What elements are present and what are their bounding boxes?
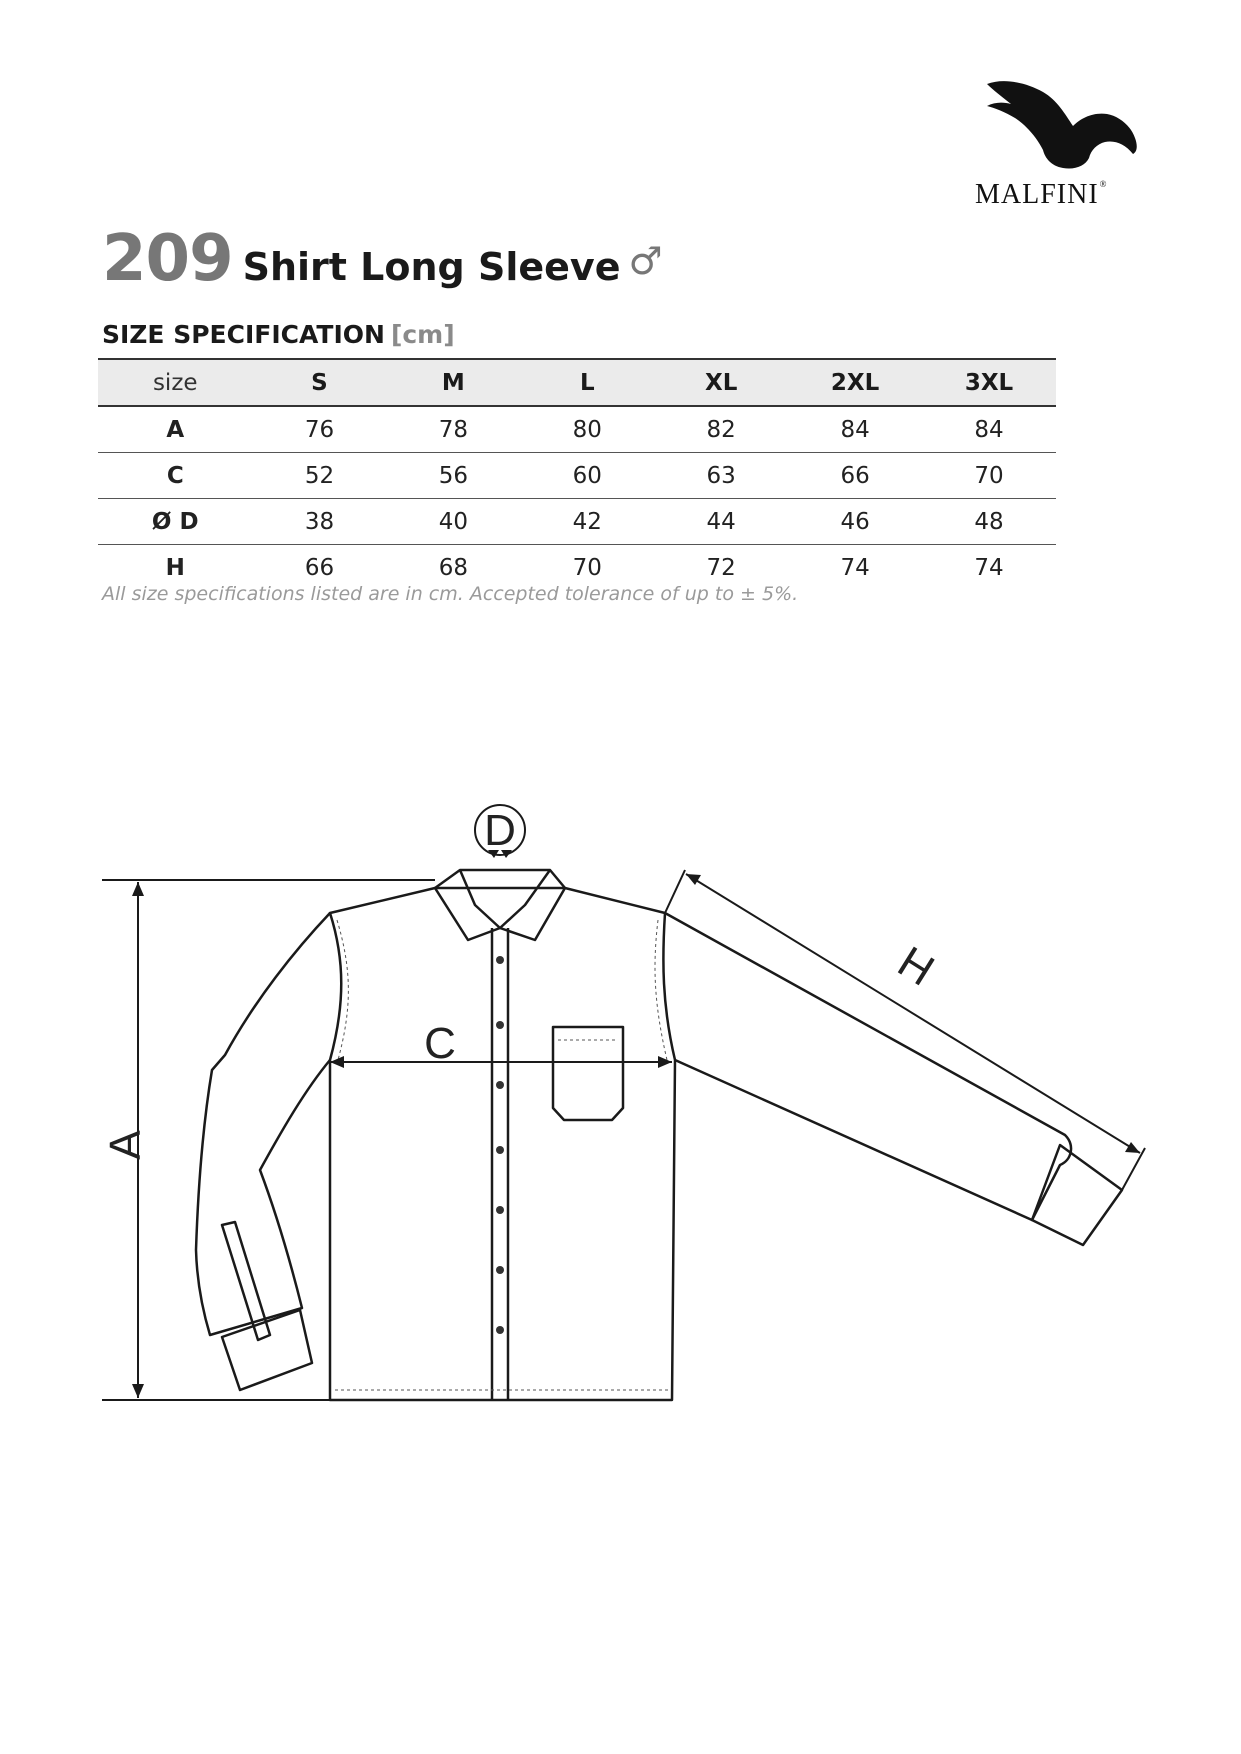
table-cell: 80 (520, 406, 654, 453)
shirt-body (330, 888, 675, 1400)
column-header: L (520, 359, 654, 406)
table-cell: 60 (520, 453, 654, 499)
table-cell: 52 (253, 453, 387, 499)
table-cell: 82 (654, 406, 788, 453)
table-cell: 44 (654, 499, 788, 545)
buttons (496, 956, 504, 1334)
eagle-icon (985, 78, 1145, 173)
collar (435, 870, 565, 940)
column-header: M (386, 359, 520, 406)
male-symbol-icon: ♂ (628, 239, 663, 283)
row-label: H (165, 554, 185, 581)
table-cell: 84 (922, 406, 1056, 453)
table-cell: 56 (386, 453, 520, 499)
product-number: 209 (102, 222, 233, 296)
table-cell: 76 (253, 406, 387, 453)
table-cell: 68 (438, 554, 469, 581)
page-title (102, 222, 663, 296)
table-header-row (98, 359, 1056, 406)
table-row (98, 499, 1056, 545)
row-label: C (98, 453, 253, 499)
column-header: size (98, 359, 253, 406)
table-cell: 74 (840, 554, 870, 581)
column-header: XL (654, 359, 788, 406)
right-sleeve (665, 913, 1071, 1220)
shirt-diagram (0, 770, 1241, 1430)
label-d: D (484, 806, 516, 855)
table-cell: 38 (253, 499, 387, 545)
chest-pocket (553, 1027, 623, 1120)
tolerance-note: All size specifications listed are in cm. Accepted tolerance of up to ± 5%. (102, 583, 799, 605)
table-cell: 46 (788, 499, 922, 545)
column-header: 3XL (922, 359, 1056, 406)
product-name: Shirt Long Sleeve (242, 245, 621, 289)
column-header: S (253, 359, 387, 406)
label-c: C (424, 1019, 456, 1068)
column-header: 2XL (788, 359, 922, 406)
table-cell: 84 (788, 406, 922, 453)
table-cell: 66 (304, 554, 335, 581)
table-cell: 78 (386, 406, 520, 453)
left-sleeve (196, 913, 330, 1335)
label-h: H (889, 937, 943, 996)
label-a: A (101, 1130, 150, 1160)
table-cell: 70 (572, 554, 602, 581)
table-cell: 40 (386, 499, 520, 545)
table-cell: 74 (974, 554, 1004, 581)
table-row (98, 406, 1056, 453)
table-cell: 70 (922, 453, 1056, 499)
collar-band (460, 870, 550, 928)
row-label: Ø D (98, 499, 253, 545)
table-cell: 48 (922, 499, 1056, 545)
spec-heading: SIZE SPECIFICATION [cm] (102, 320, 455, 349)
brand-name: MALFINI® (975, 179, 1108, 210)
table-cell: 72 (706, 554, 736, 581)
table-row (98, 453, 1056, 499)
row-label: A (98, 406, 253, 453)
table-cell: 42 (520, 499, 654, 545)
size-table (98, 358, 1056, 590)
brand-logo (975, 78, 1155, 208)
spec-unit: [cm] (390, 320, 455, 349)
table-cell: 63 (654, 453, 788, 499)
table-cell: 66 (788, 453, 922, 499)
